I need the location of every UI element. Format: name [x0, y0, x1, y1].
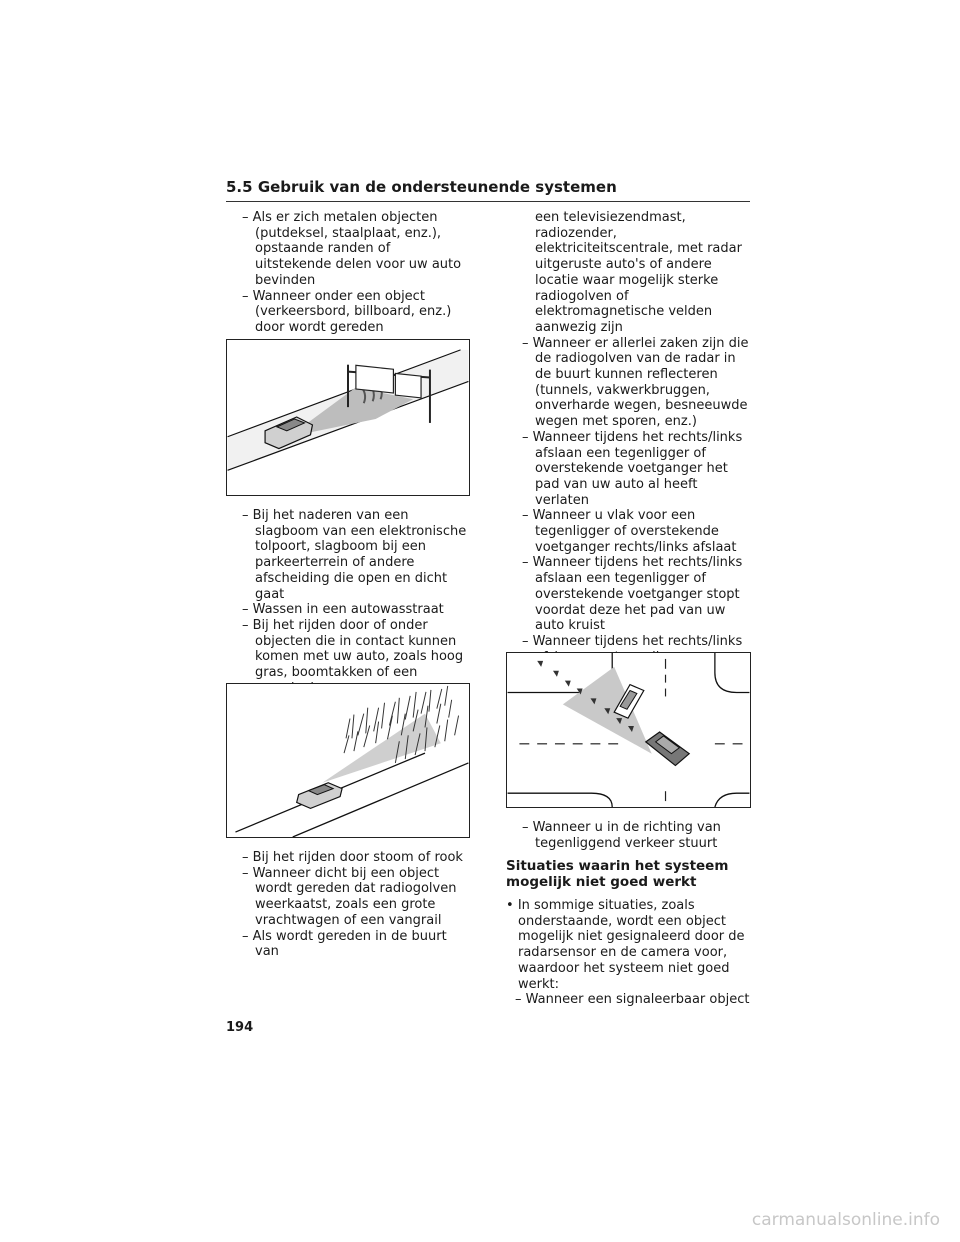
- list-item: – Bij het rijden door of onder objecten die in contact kunnen komen met uw auto, zoals hoog gras, boomtakken of een: [242, 617, 464, 681]
- left-list-1: [242, 210, 470, 336]
- list-item-continuation: een televisiezendmast, radiozender, elektriciteitscentrale, met radar uitgeruste auto's of andere locatie waar mogelijk sterke radiogolven of elektromagnetische velden aanwezig zijn: [535, 210, 742, 335]
- list-item: – Wanneer er allerlei zaken zijn die de radiogolven van de radar in de buurt kunnen reflecteren (tunnels, vakwerkbruggen, onverharde wegen, besneeuwde wegen met sporen, enz.): [522, 335, 749, 430]
- list-item: – Wanneer tijdens het rechts/links: [522, 633, 743, 649]
- header-rule: [226, 201, 750, 202]
- list-item: – Wanneer tijdens het rechts/links afslaan een tegenligger of overstekende voetganger stopt voordat deze het pad van uw auto kruist: [522, 555, 743, 634]
- list-item: – Wanneer onder een object (verkeersbord, billboard, enz.) door wordt gereden: [242, 288, 452, 335]
- sub-list-item: – Wanneer een signaleerbaar object: [515, 992, 750, 1008]
- bullet-item: • In sommige situaties, zoals onderstaande, wordt een object mogelijk niet gesignaleerd door de radarsensor en de camera voor, waardoor het systeem niet goed werkt:: [506, 898, 745, 992]
- list-item: – Wanneer tijdens het rechts/links afslaan een tegenligger of overstekende voetganger het pad van uw auto al heeft verlaten: [522, 429, 743, 508]
- list-item: – Als wordt gereden in de buurt van: [242, 928, 447, 960]
- tall-grass-illustration: [227, 684, 469, 837]
- figure-intersection: [506, 652, 751, 808]
- left-list-2: [242, 508, 470, 696]
- section-header: [226, 178, 750, 200]
- list-item: – Wassen in een autowasstraat: [242, 602, 444, 618]
- page-number: 194: [226, 1020, 254, 1035]
- section-heading: Situaties waarin het systeem mogelijk niet goed werkt: [506, 858, 729, 890]
- figure-tall-grass: [226, 683, 470, 838]
- car-icon: [297, 783, 342, 809]
- left-list-3: [242, 850, 470, 960]
- watermark-text: carmanualsonline.info: [751, 1210, 940, 1230]
- figure-overhead-sign: [226, 339, 470, 496]
- list-item: – Wanneer u vlak voor een tegenligger of overstekende voetganger rechts/links afslaat: [522, 508, 737, 555]
- right-section: [506, 858, 752, 1008]
- list-item: – Bij het naderen van een slagboom van een elektronische tolpoort, slagboom bij een parkeerterrein of andere afscheiding die open en dicht gaat: [242, 508, 467, 602]
- list-item: – Als er zich metalen objecten (putdeksel, staalplaat, enz.), opstaande randen of uitstekende delen voor uw auto bevinden: [242, 210, 462, 288]
- own-car-icon: [646, 732, 689, 766]
- list-item: – Wanneer u in de richting van tegenliggend verkeer stuurt: [522, 820, 721, 851]
- section-number: 5.5: [226, 178, 253, 196]
- section-title: Gebruik van de ondersteunende systemen: [257, 178, 617, 196]
- list-item: – Wanneer dicht bij een object wordt gereden dat radiogolven weerkaatst, zoals een grote vrachtwagen of een vangrail: [242, 865, 457, 928]
- list-item: – Bij het rijden door stoom of rook: [242, 850, 463, 865]
- right-list-1: [522, 210, 752, 681]
- overhead-sign-illustration: [227, 340, 469, 495]
- intersection-illustration: [507, 653, 750, 807]
- right-list-2: [522, 820, 752, 851]
